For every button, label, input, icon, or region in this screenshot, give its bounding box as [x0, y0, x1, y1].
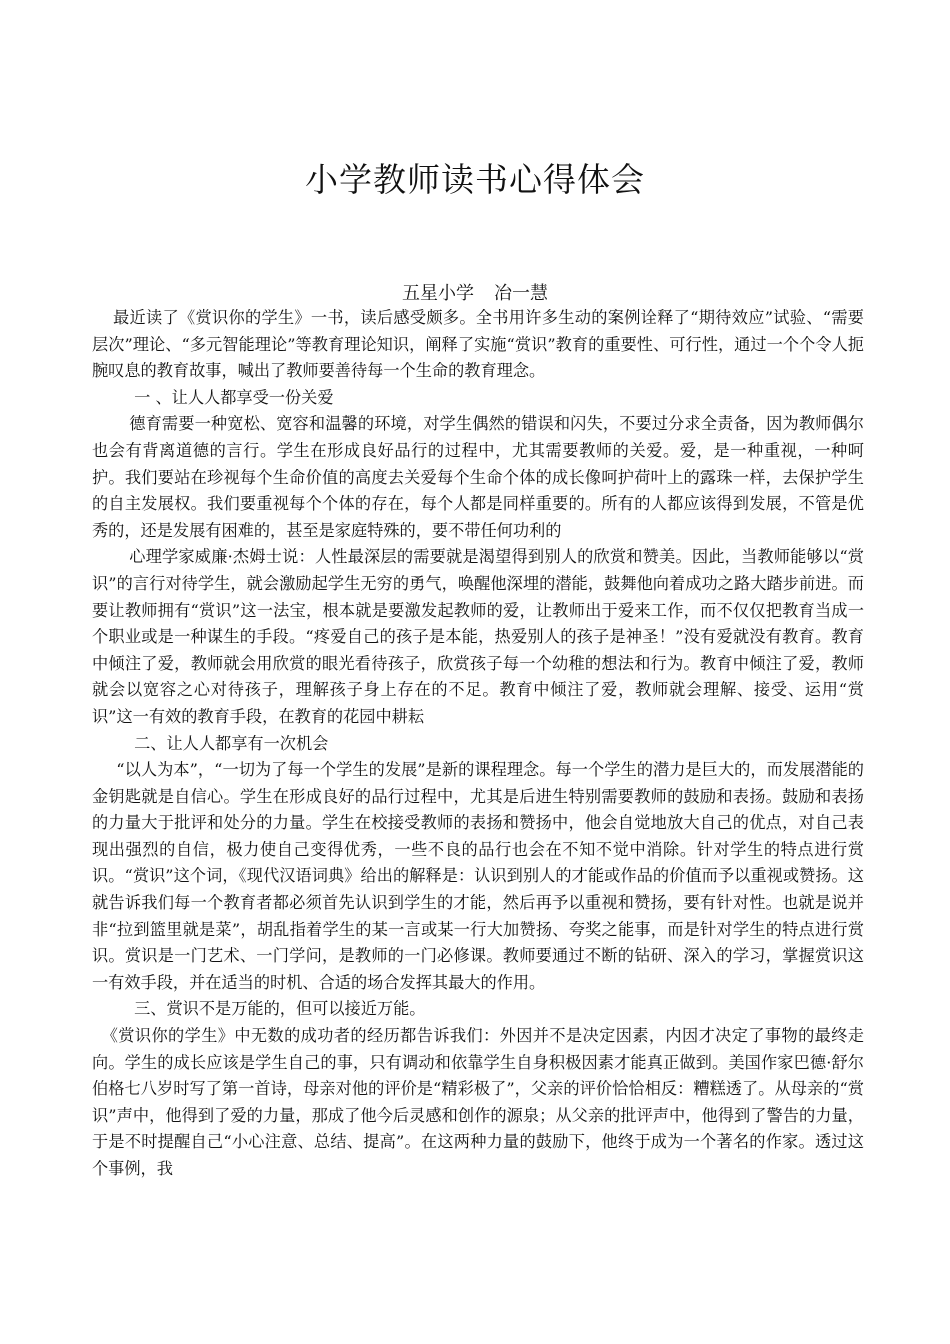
section-heading-1: 一 、让人人都享受一份关爱 [134, 387, 334, 407]
section-heading-2: 二、让人人都享有一次机会 [134, 733, 329, 753]
body-paragraph: 心理学家威廉·杰姆士说：人性最深层的需要就是渴望得到别人的欣赏和赞美。因此，当教师能够以“赏识”的言行对待学生，就会激励起学生无穷的勇气，唤醒他深埋的潜能，鼓舞他向着成功之路大踏步前进。而要让教师拥有“赏识”这一法宝，根本就是要激发起教师的爱，让教师出于爱来工作，而不仅仅把教育当成一个职业或是一种谋生的手段。“疼爱自己的孩子是本能，热爱别人的孩子是神圣！”没有爱就没有教育。教育中倾注了爱，教师就会用欣赏的眼光看待孩子，欣赏孩子每一个幼稚的想法和行为。教育中倾注了爱，教师就会以宽容之心对待孩子，理解孩子身上存在的不足。教育中倾注了爱，教师就会理解、接受、运用“赏识”这一有效的教育手段，在教育的花园中耕耘 [92, 547, 864, 726]
body-paragraph: “以人为本”，“一切为了每一个学生的发展”是新的课程理念。每一个学生的潜力是巨大的，而发展潜能的金钥匙就是自信心。学生在形成良好的品行过程中，尤其是后进生特别需要教师的鼓励和表扬。鼓励和表扬的力量大于批评和处分的力量。学生在校接受教师的表扬和赞扬中，他会自觉地放大自己的优点，对自己表现出强烈的自信，极力使自己变得优秀，一些不良的品行也会在不知不觉中消除。针对学生的特点进行赏识。“赏识”这个词，《现代汉语词典》给出的解释是：认识到别人的才能或作品的价值而予以重视或赞扬。这就告诉我们每一个教育者都必须首先认识到学生的才能，然后再予以重视和赞扬，要有针对性。也就是说并非“拉到篮里就是菜”，胡乱指着学生的某一言或某一行大加赞扬、夸奖之能事，而是针对学生的特点进行赏识。赏识是一门艺术、一门学问，是教师的一门必修课。教师要通过不断的钻研、深入的学习，掌握赏识这一有效手段，并在适当的时机、合适的场合发挥其最大的作用。 [92, 760, 864, 992]
body-paragraph: 《赏识你的学生》中无数的成功者的经历都告诉我们：外因并不是决定因素，内因才决定了事物的最终走向。学生的成长应该是学生自己的事，只有调动和依靠学生自身积极因素才能真正做到。美国作家巴德·舒尔伯格七八岁时写了第一首诗，母亲对他的评价是“精彩极了”，父亲的评价恰恰相反：糟糕透了。从母亲的“赏识”声中，他得到了爱的力量，那成了他今后灵感和创作的源泉；从父亲的批评声中，他得到了警告的力量，于是不时提醒自己“小心注意、总结、提高”。在这两种力量的鼓励下，他终于成为一个著名的作家。透过这个事例，我 [92, 1026, 864, 1178]
author-school: 五星小学 [402, 283, 474, 304]
body-paragraph: 德育需要一种宽松、宽容和温馨的环境，对学生偶然的错误和闪失，不要过分求全责备，因为教师偶尔也会有背离道德的言行。学生在形成良好品行的过程中，尤其需要教师的关爱。爱，是一种重视，一种呵护。我们要站在珍视每个生命价值的高度去关爱每个生命个体的成长像呵护荷叶上的露珠一样，去保护学生的自主发展权。我们要重视每个个体的存在，每个人都是同样重要的。所有的人都应该得到发展，不管是优秀的，还是发展有困难的，甚至是家庭特殊的，要不带任何功利的 [92, 414, 864, 540]
page-title: 小学教师读书心得体会 [305, 160, 645, 199]
author-name: 冶一慧 [494, 283, 548, 304]
section-heading-3: 三、赏识不是万能的，但可以接近万能。 [134, 999, 426, 1019]
article-body [92, 305, 864, 1183]
intro-paragraph: 最近读了《赏识你的学生》一书，读后感受颇多。全书用许多生动的案例诠释了“期待效应”试验、“需要层次”理论、“多元智能理论”等教育理论知识，阐释了实施“赏识”教育的重要性、可行性，通过一个个令人扼腕叹息的教育故事，喊出了教师要善待每一个生命的教育理念。 [92, 308, 864, 381]
author-line [0, 281, 950, 307]
